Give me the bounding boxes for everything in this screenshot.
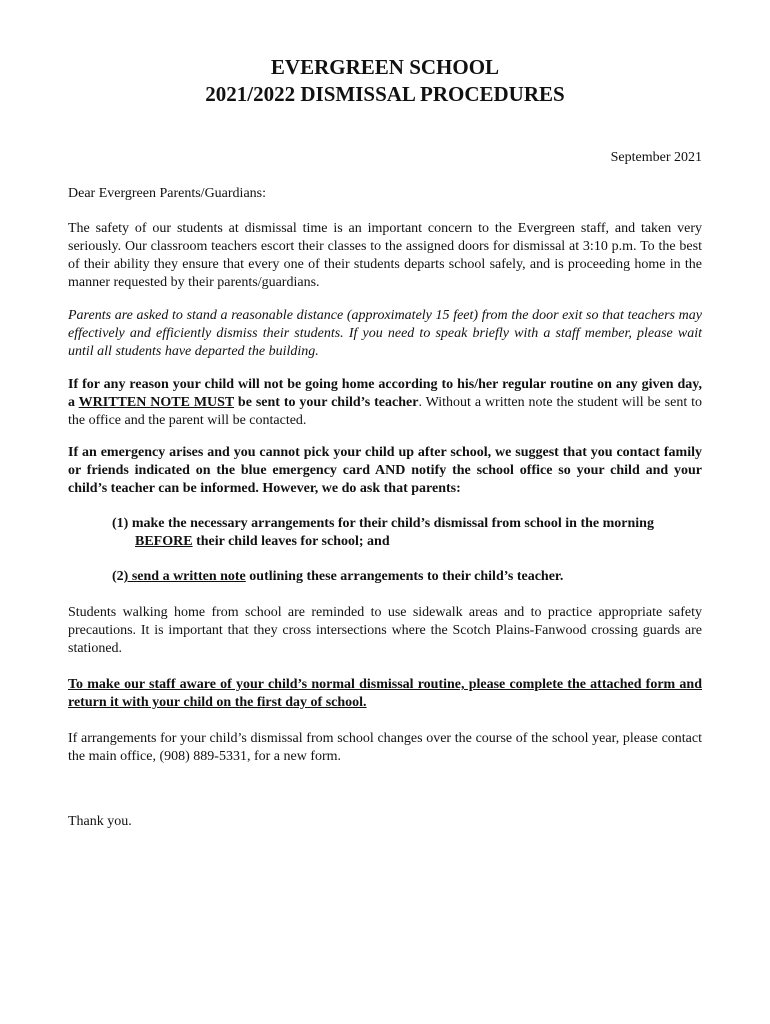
title-school-name: EVERGREEN SCHOOL: [270, 55, 500, 79]
list-item1-rest: their child leaves for school; and: [192, 534, 390, 549]
list-item1-before: BEFORE: [135, 534, 193, 549]
paragraph-safety: The safety of our students at dismissal time is an important concern to the Evergreen staff, and taken very seriously. Our classroom teachers escort their classes to the assigned doors for dismissal at 3:10 p.m. To the best of their ability they ensure that every one of their students departs school safely, and is proceeding home in the manner requested by their parents/guardians.: [68, 221, 702, 290]
letter-page: [68, 54, 702, 831]
paragraph-distance: Parents are asked to stand a reasonable distance (approximately 15 feet) from the door exit so that teachers may effectively and efficiently dismiss their students. If you need to speak briefly with a staff member, please wait until all students have departed the building.: [68, 308, 702, 359]
list-item2-rest: outlining these arrangements to their child’s teacher.: [245, 569, 564, 584]
list-item2-underlined: ) send a written note: [123, 569, 246, 584]
written-note-emphasis: WRITTEN NOTE MUST: [78, 395, 235, 410]
list-item2-prefix: (2: [112, 569, 124, 584]
paragraph-attached-form: To make our staff aware of your child’s normal dismissal routine, please complete the attached form and return it with your child on the first day of school.: [68, 677, 702, 710]
title-procedures: 2021/2022 DISMISSAL PROCEDURES: [205, 82, 565, 106]
salutation: Dear Evergreen Parents/Guardians:: [68, 186, 266, 201]
closing: Thank you.: [68, 814, 132, 829]
paragraph-emergency: If an emergency arises and you cannot pick your child up after school, we suggest that you contact family or friends indicated on the blue emergency card AND notify the school office so your child and your child’s teacher can be informed. However, we do ask that parents:: [68, 445, 702, 496]
paragraph-changes: If arrangements for your child’s dismissal from school changes over the course of the school year, please contact the main office, (908) 889-5331, for a new form.: [68, 731, 702, 764]
paragraph-written-note: [68, 376, 702, 430]
list-item-arrangements: [112, 515, 702, 551]
school-title: [68, 54, 702, 108]
list-item-written-note: [112, 568, 702, 586]
written-note-teacher: be sent to your child’s teacher: [234, 395, 419, 410]
written-note-intro: If for any reason your child will not be going home according to his/her regular routine on any given day, a: [68, 377, 702, 410]
paragraph-walking: Students walking home from school are reminded to use sidewalk areas and to practice appropriate safety precautions. It is important that they cross intersections where the Scotch Plains-Fanwood crossing guards are stationed.: [68, 605, 702, 656]
list-item1-line1: (1) make the necessary arrangements for their child’s dismissal from school in the morning: [112, 516, 654, 531]
written-note-tail: . Without a written note the student will be sent to the office and the parent will be contacted.: [68, 395, 702, 428]
letter-date: September 2021: [610, 150, 702, 165]
